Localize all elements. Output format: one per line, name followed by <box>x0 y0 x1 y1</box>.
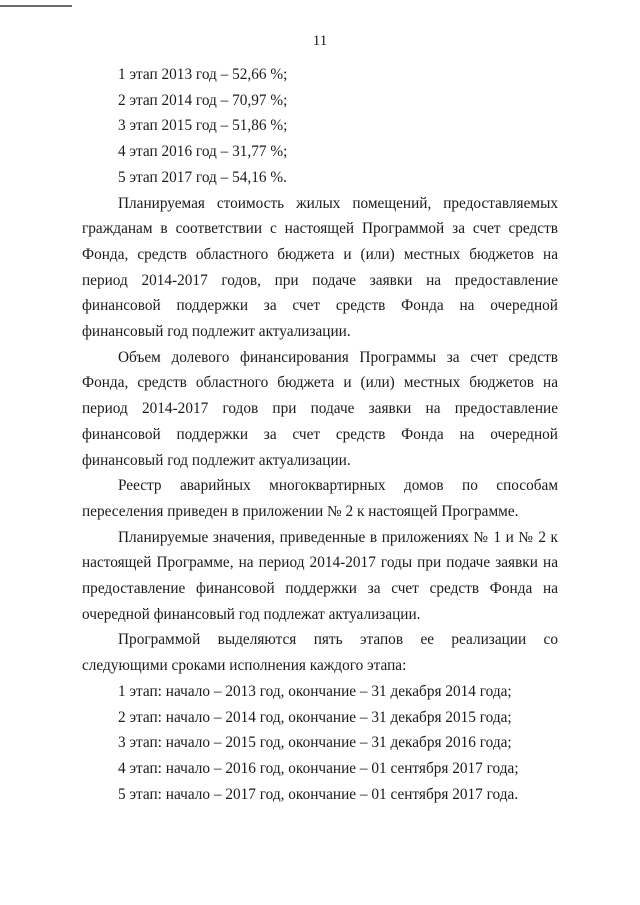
stage-share-item: 3 этап 2015 год – 51,86 %; <box>118 117 288 135</box>
stage-share-item: 2 этап 2014 год – 70,97 %; <box>118 91 288 109</box>
stage-schedule-item: 3 этап: начало – 2015 год, окончание – 31 декабря 2016 года; <box>118 734 512 752</box>
paragraph-planned-cost: Планируемая стоимость жилых помещений, предоставляемых гражданам в соответствии с настоящей Программой за счет средств Фонда, средств областного бюджета и (или) местных бюджетов на период 2014-2017 годов, при подаче заявки на предоставление финансовой поддержки за счет средств Фонда на очередной финансовый год подлежит актуализации. <box>82 194 558 341</box>
document-body <box>82 62 558 807</box>
stage-schedule-list <box>82 679 558 808</box>
stage-share-item: 4 этап 2016 год – 31,77 %; <box>118 143 288 161</box>
stage-schedule-item: 1 этап: начало – 2013 год, окончание – 31 декабря 2014 года; <box>118 682 512 700</box>
paragraph-planned-values: Планируемые значения, приведенные в приложениях № 1 и № 2 к настоящей Программе, на период 2014-2017 годы при подаче заявки на предоставление финансовой поддержки за счет средств Фонда на очередной финансовый год подлежат актуализации. <box>82 528 558 623</box>
paragraph-stages-intro: Программой выделяются пять этапов ее реализации со следующими сроками исполнения каждого этапа: <box>82 631 558 675</box>
stage-schedule-item: 2 этап: начало – 2014 год, окончание – 31 декабря 2015 года; <box>118 708 512 726</box>
paragraph-registry: Реестр аварийных многоквартирных домов по способам переселения приведен в приложении № 2 к настоящей Программе. <box>82 477 558 520</box>
stage-share-item: 5 этап 2017 год – 54,16 %. <box>118 168 287 186</box>
paragraph-cofinancing: Объем долевого финансирования Программы за счет средств Фонда, средств областного бюджета и (или) местных бюджетов на период 2014-2017 годов при подаче заявки на предоставление финансовой поддержки за счет средств Фонда на очередной финансовый год подлежит актуализации. <box>82 348 558 469</box>
stage-schedule-item: 5 этап: начало – 2017 год, окончание – 01 сентября 2017 года. <box>118 785 519 803</box>
stage-share-item: 1 этап 2013 год – 52,66 %; <box>118 66 288 83</box>
stage-share-list <box>82 62 558 191</box>
stage-schedule-item: 4 этап: начало – 2016 год, окончание – 01 сентября 2017 года; <box>118 759 519 777</box>
scan-corner-mark <box>0 5 72 7</box>
page-number: 11 <box>312 33 328 49</box>
